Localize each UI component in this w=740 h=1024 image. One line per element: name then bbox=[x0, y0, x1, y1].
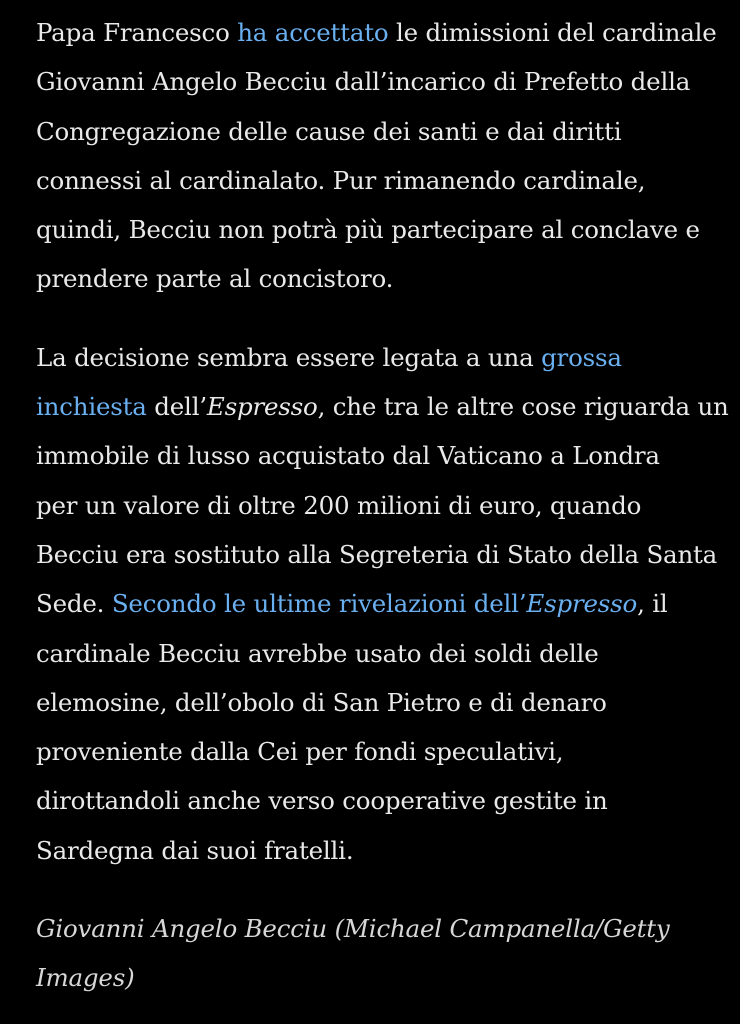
paragraph-1-line-5: quindi, Becciu non potrà più partecipare al conclave e bbox=[36, 215, 700, 245]
link-grossa-inchiesta-part-1[interactable]: grossa bbox=[541, 342, 622, 372]
text: Papa Francesco bbox=[36, 18, 238, 47]
text: , che tra le altre cose riguarda un bbox=[317, 392, 729, 422]
link-ha-accettato[interactable]: ha accettato bbox=[237, 18, 389, 47]
paragraph-2-line-3: immobile di lusso acquistato dal Vaticano a Londra bbox=[36, 441, 660, 471]
link-grossa-inchiesta-part-2[interactable]: inchiesta bbox=[36, 392, 147, 422]
paragraph-2-line-9: proveniente dalla Cei per fondi speculativi, bbox=[36, 737, 564, 767]
image-caption bbox=[36, 904, 716, 1003]
text: Sede. bbox=[36, 589, 112, 619]
paragraph-1-line-1 bbox=[36, 8, 716, 57]
link-text: Secondo le ultime rivelazioni dell’ bbox=[111, 589, 527, 619]
text: , il bbox=[637, 589, 668, 619]
paragraph-1-line-6: prendere parte al concistoro. bbox=[36, 264, 394, 294]
text: dell’ bbox=[146, 392, 207, 422]
publication-name: Espresso bbox=[526, 589, 638, 619]
paragraph-2-line-5: Becciu era sostituto alla Segreteria di Stato della Santa bbox=[36, 539, 718, 569]
paragraph-2-line-7: cardinale Becciu avrebbe usato dei soldi delle bbox=[36, 638, 599, 668]
text: La decisione sembra essere legata a una bbox=[36, 342, 542, 372]
paragraph-2-line-6 bbox=[36, 579, 716, 628]
caption-line-2: Images) bbox=[36, 963, 135, 993]
paragraph-1 bbox=[36, 8, 716, 304]
publication-name: Espresso bbox=[206, 392, 318, 422]
paragraph-2 bbox=[36, 333, 729, 875]
link-ultime-rivelazioni[interactable] bbox=[112, 589, 637, 618]
paragraph-2-line-10: dirottandoli anche verso cooperative gestite in bbox=[36, 786, 608, 816]
paragraph-1-line-3: Congregazione delle cause dei santi e dai diritti bbox=[36, 116, 622, 146]
article-body bbox=[36, 8, 729, 1003]
paragraph-2-line-8: elemosine, dell’obolo di San Pietro e di denaro bbox=[36, 687, 607, 717]
text: le dimissioni del cardinale bbox=[388, 18, 717, 47]
caption-line-1: Giovanni Angelo Becciu (Michael Campanella/Getty bbox=[36, 914, 670, 944]
paragraph-2-line-11: Sardegna dai suoi fratelli. bbox=[36, 835, 354, 865]
paragraph-1-line-2: Giovanni Angelo Becciu dall’incarico di Prefetto della bbox=[36, 67, 691, 97]
paragraph-2-line-4: per un valore di oltre 200 milioni di euro, quando bbox=[36, 490, 642, 520]
paragraph-2-line-1 bbox=[36, 333, 716, 382]
paragraph-1-line-4: connessi al cardinalato. Pur rimanendo cardinale, bbox=[36, 165, 646, 195]
paragraph-2-line-2 bbox=[36, 382, 729, 431]
